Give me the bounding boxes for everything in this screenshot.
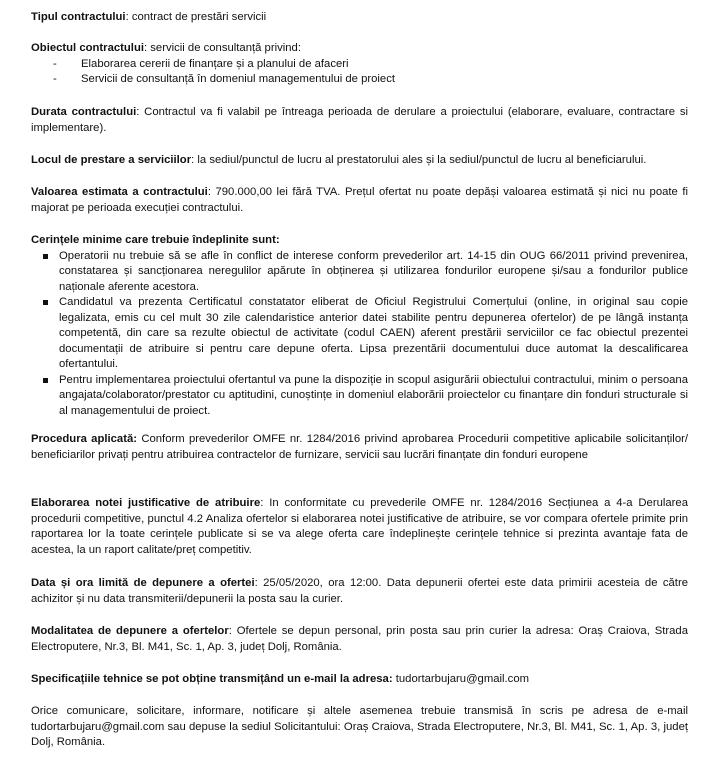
list-item-text: Servicii de consultanță în domeniul managementului de proiect xyxy=(81,73,395,85)
submission-text: : Ofertele se depun personal, prin posta sau prin curier la adresa: Oraș Craiova, Strada Electroputere, Nr.3, Bl. M41, Sc. 1, Ap. 3, județ Dolj, România. xyxy=(31,625,688,653)
communications-paragraph: Orice comunicare, solicitare, informare, notificare și altele asemenea trebuie transmisă în scris pe adresa de e-mail tudortarbujaru@gmail.com sau depuse la sediul Solicitantului: Oraș Craiova, Strada Electroputere, Nr.3, Bl. M41, Sc. 1, Ap. 3, județ Dolj, România. xyxy=(31,705,688,748)
justification-paragraph xyxy=(31,496,688,558)
contract-type-paragraph xyxy=(31,10,688,26)
value-text: : 790.000,00 lei fără TVA. Prețul ofertat nu poate depăși valoarea estimată și nici nu poate fi majorat pe perioada execuției contractului. xyxy=(31,186,689,214)
contract-type-section xyxy=(31,10,688,26)
list-item xyxy=(31,373,688,420)
justification-section xyxy=(31,496,688,558)
deadline-section xyxy=(31,576,688,607)
list-item xyxy=(31,57,688,73)
dash-marker: - xyxy=(53,73,57,85)
location-label: Locul de prestare a serviciilor xyxy=(31,154,192,166)
square-bullet xyxy=(43,378,48,383)
justification-text: : In conformitate cu prevederile OMFE nr. 1284/2016 Secțiunea a 4-a Derularea procedurii competitive, punctul 4.2 Analiza ofertelor si elaborarea notei justificative de atribuire, se vor compara ofertele primite prin raportarea lor la toate cerințele publicate si se va alege oferta care îndeplinește cerințele tehnice si prezinta avantaje fata de acestea, la un raport calitate/preț competitiv. xyxy=(31,497,688,556)
value-label: Valoarea estimata a contractului xyxy=(31,186,208,198)
deadline-label: Data și ora limită de depunere a ofertei xyxy=(31,577,255,589)
specs-paragraph xyxy=(31,672,688,688)
specs-label: Specificațiile tehnice se pot obține transmițând un e-mail la adresa: xyxy=(31,673,393,685)
procedure-paragraph xyxy=(31,432,688,463)
location-section xyxy=(31,153,688,169)
duration-paragraph xyxy=(31,105,688,136)
square-bullet xyxy=(43,254,48,259)
square-bullet xyxy=(43,300,48,305)
specs-email: tudortarbujaru@gmail.com xyxy=(392,673,530,685)
contract-object-label: Obiectul contractului xyxy=(31,42,144,54)
procedure-text: Conform prevederilor OMFE nr. 1284/2016 privind aprobarea Procedurii competitive aplicabile solicitanților/ beneficiarilor privați pentru atribuirea contractelor de furnizare, servicii sau lucrări finanțate din fonduri europene xyxy=(31,433,688,461)
submission-paragraph xyxy=(31,624,688,655)
dash-marker: - xyxy=(53,57,57,70)
contract-object-text: : servicii de consultanță privind: xyxy=(143,42,301,54)
list-item xyxy=(31,72,688,88)
duration-text: : Contractul va fi valabil pe întreaga perioada de derulare a proiectului (elaborare, evaluare, contractare si implementare). xyxy=(31,106,688,134)
submission-label: Modalitatea de depunere a ofertelor xyxy=(31,625,229,637)
value-section xyxy=(31,185,688,216)
list-item xyxy=(31,249,688,296)
procedure-label: Procedura aplicată: xyxy=(31,433,138,445)
contract-type-text: : contract de prestări servicii xyxy=(125,11,267,23)
list-item-text: Candidatul va prezenta Certificatul constatator eliberat de Oficiul Registrului Comerțului (online, in original sau copie legalizata, emis cu cel mult 30 zile calendaristice anterior datei stabilite pentru depunerea ofertelor) de pe lângă instanța competentă, din care sa rezulte obiectul de activitate (codul CAEN) aferent prestării serviciilor ce fac obiectul prezentei documentații de atribuire si pentru care depune oferta. Lipsa prezentării documentului duce automat la descalificarea ofertantului. xyxy=(59,296,688,370)
specs-section xyxy=(31,672,688,688)
deadline-paragraph xyxy=(31,576,688,607)
justification-label: Elaborarea notei justificative de atribuire xyxy=(31,497,261,509)
communications-section xyxy=(31,704,688,751)
submission-section xyxy=(31,624,688,655)
requirements-section xyxy=(31,233,688,419)
deadline-text: : 25/05/2020, ora 12:00. Data depunerii ofertei este data primirii acesteia de către achizitor și nu data transmiterii/depunerii la posta sau la curier. xyxy=(31,577,688,605)
duration-label: Durata contractului xyxy=(31,106,137,118)
contract-object-section xyxy=(31,41,688,88)
list-item-text: Operatorii nu trebuie să se afle în conflict de interese conform prevederilor art. 14-15 din OUG 66/2011 privind prevenirea, constatarea și sancționarea neregulilor apărute în obținerea și utilizarea fondurilor europene și/sau a fondurilor publice naționale aferente acestora. xyxy=(59,249,688,293)
location-text: : la sediul/punctul de lucru al prestatorului ales și la sediul/punctul de lucru al beneficiarului. xyxy=(191,154,647,166)
duration-section xyxy=(31,105,688,136)
value-paragraph xyxy=(31,185,688,216)
requirements-label: Cerințele minime care trebuie îndeplinite sunt: xyxy=(31,234,280,246)
contract-object-paragraph xyxy=(31,41,688,57)
requirements-heading xyxy=(31,233,688,249)
list-item xyxy=(31,295,688,373)
contract-object-list xyxy=(31,57,688,88)
requirements-list xyxy=(31,249,688,420)
procedure-section xyxy=(31,432,688,463)
list-item-text: Elaborarea cererii de finanțare și a planului de afaceri xyxy=(81,57,349,70)
location-paragraph xyxy=(31,153,688,169)
contract-type-label: Tipul contractului xyxy=(31,11,126,23)
list-item-text: Pentru implementarea proiectului ofertantul va pune la dispoziție in scopul asigurării obiectului contractului, minim o persoana angajata/colaborator/prestator cu aptitudini, cunoștințe in domeniul elaborării proiectelor cu finanțare din fonduri structurale si al managementului de proiect. xyxy=(59,373,688,417)
